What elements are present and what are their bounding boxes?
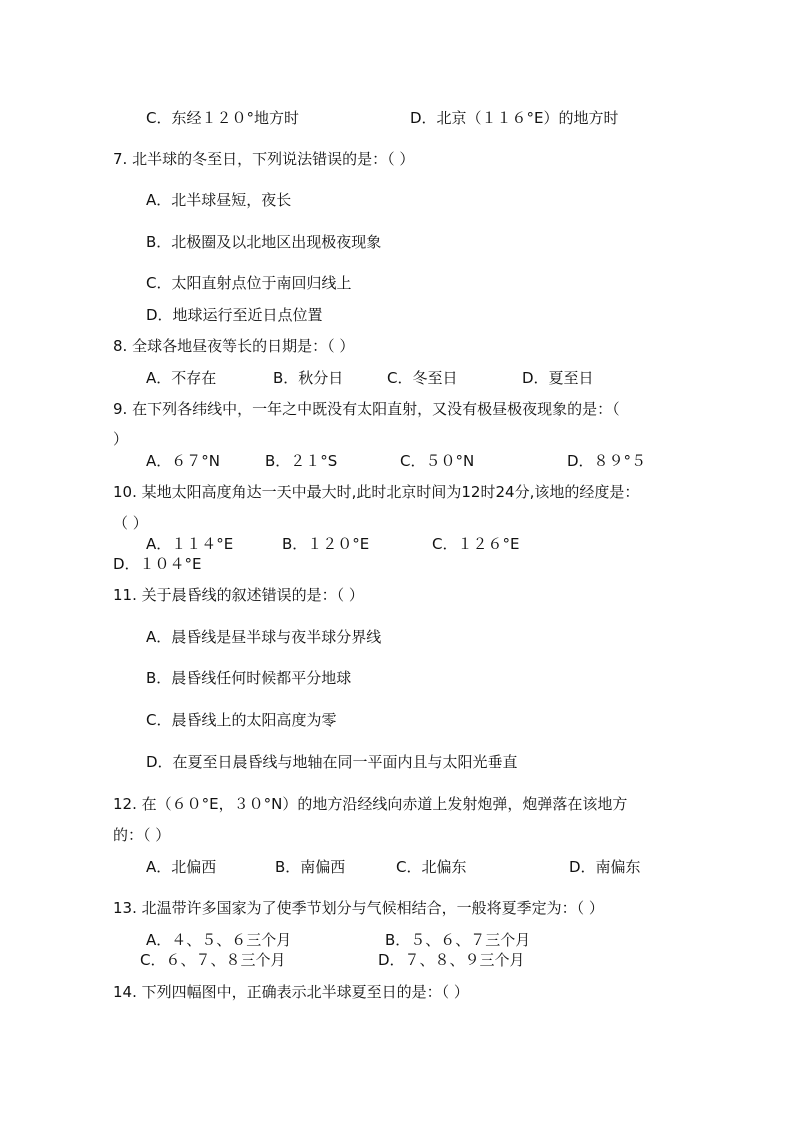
q11-stem: 11. 关于晨昏线的叙述错误的是：（ ） <box>113 586 364 604</box>
q11-option-c: C．晨昏线上的太阳高度为零 <box>146 711 337 729</box>
q11-option-a: A．晨昏线是昼半球与夜半球分界线 <box>146 628 382 646</box>
q10-option-a: A．１１４°E <box>146 535 234 553</box>
q13-option-d: D．７、８、９三个月 <box>378 951 525 969</box>
q7-option-c: C．太阳直射点位于南回归线上 <box>146 274 352 292</box>
q13-option-c: C．６、７、８三个月 <box>140 951 286 969</box>
q12-option-d: D．南偏东 <box>569 858 641 876</box>
q13-stem: 13. 北温带许多国家为了使季节划分与气候相结合，一般将夏季定为：（ ） <box>113 899 604 917</box>
q13-option-b: B．５、６、７三个月 <box>385 931 531 949</box>
q10-option-b: B．１２０°E <box>282 535 370 553</box>
q9-stem: 9. 在下列各纬线中，一年之中既没有太阳直射，又没有极昼极夜现象的是：（ <box>113 400 620 418</box>
q7-option-a: A．北半球昼短，夜长 <box>146 191 292 209</box>
q13-option-a: A．４、５、６三个月 <box>146 931 292 949</box>
q9-option-b: B．２１°S <box>265 452 338 470</box>
q12-stem-continued: 的：（ ） <box>113 826 171 844</box>
q10-stem-continued: （ ） <box>113 514 148 532</box>
q7-option-d: D．地球运行至近日点位置 <box>146 306 323 324</box>
q8-option-a: A．不存在 <box>146 369 217 387</box>
q9-option-a: A．６７°N <box>146 452 220 470</box>
q11-option-d: D．在夏至日晨昏线与地轴在同一平面内且与太阳光垂直 <box>146 753 518 771</box>
q12-stem: 12. 在（６０°E，３０°N）的地方沿经线向赤道上发射炮弹，炮弹落在该地方 <box>113 795 628 813</box>
q10-option-c: C．１２６°E <box>432 535 520 553</box>
q8-option-c: C．冬至日 <box>387 369 458 387</box>
q7-stem: 7. 北半球的冬至日，下列说法错误的是：（ ） <box>113 150 415 168</box>
q8-stem: 8. 全球各地昼夜等长的日期是：（ ） <box>113 337 355 355</box>
q7-option-b: B．北极圈及以北地区出现极夜现象 <box>146 233 382 251</box>
q9-option-c: C．５０°N <box>400 452 475 470</box>
q6-option-d: D．北京（１１６°E）的地方时 <box>410 109 619 127</box>
q9-stem-continued: ） <box>113 430 129 448</box>
q12-option-b: B．南偏西 <box>275 858 346 876</box>
q14-stem: 14. 下列四幅图中，正确表示北半球夏至日的是：（ ） <box>113 983 469 1001</box>
q12-option-a: A．北偏西 <box>146 858 217 876</box>
q9-option-d: D．８９°５ <box>567 452 647 470</box>
q8-option-b: B．秋分日 <box>273 369 344 387</box>
q12-option-c: C．北偏东 <box>396 858 467 876</box>
q6-option-c: C．东经１２０°地方时 <box>146 109 299 127</box>
q10-stem: 10. 某地太阳高度角达一天中最大时,此时北京时间为12时24分,该地的经度是： <box>113 483 640 501</box>
q8-option-d: D．夏至日 <box>522 369 594 387</box>
q11-option-b: B．晨昏线任何时候都平分地球 <box>146 669 352 687</box>
q10-option-d: D．１０４°E <box>113 555 202 573</box>
